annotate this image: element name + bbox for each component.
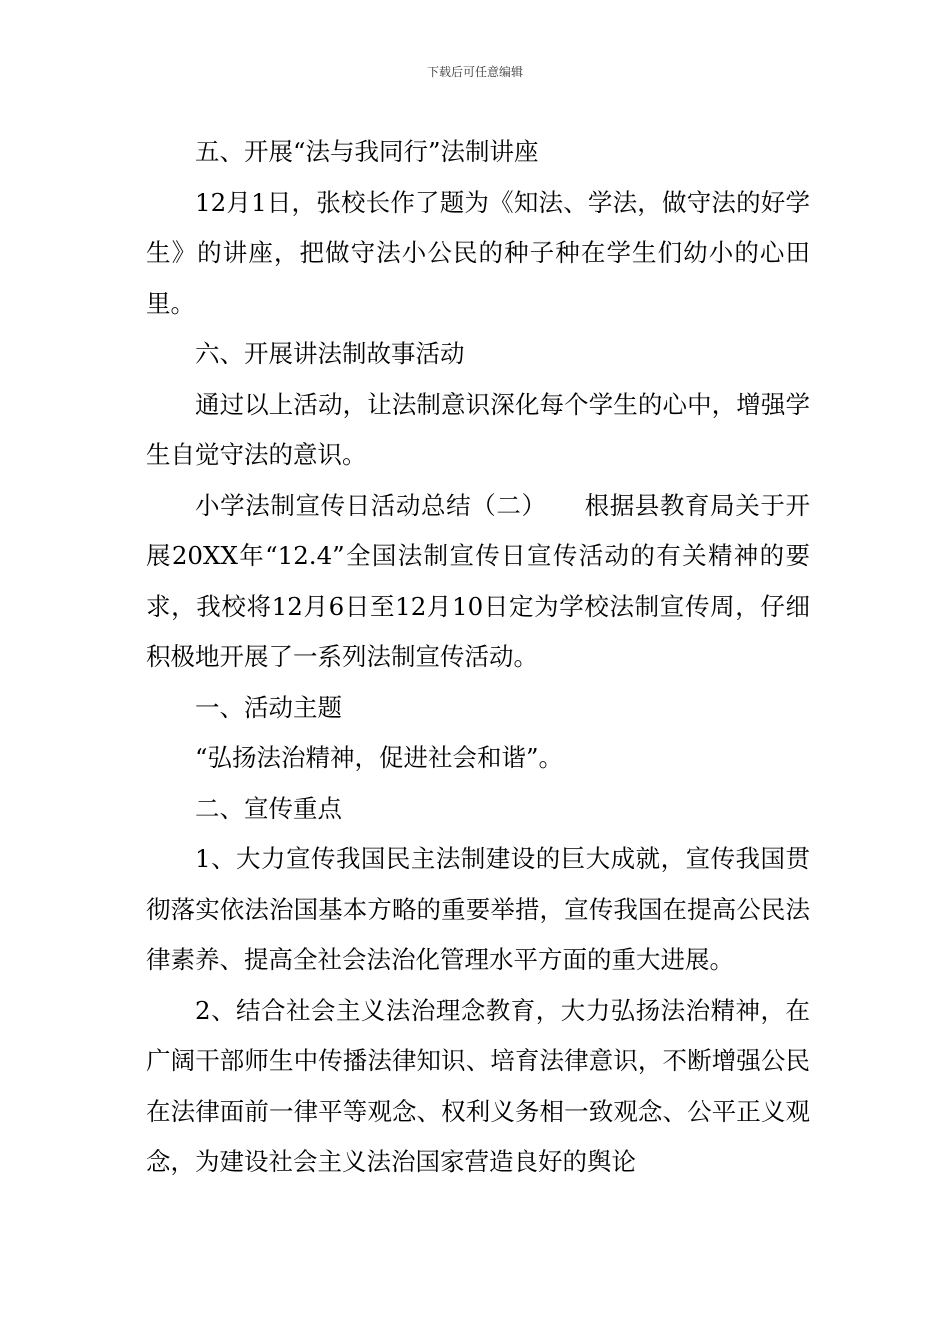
paragraph-lecture: 12月1日，张校长作了题为《知法、学法，做守法的好学生》的讲座，把做守法小公民的种子种在学生们幼小的心田里。 xyxy=(146,187,810,318)
section-heading-focus: 二、宣传重点 xyxy=(195,793,342,823)
section-heading-theme: 一、活动主题 xyxy=(195,692,342,722)
paragraph-focus-two: 2、结合社会主义法治理念教育，大力弘扬法治精神，在广阔干部师生中传播法律知识、培育法律意识，不断增强公民在法律面前一律平等观念、权利义务相一致观念、公平正义观念，为建设社会主义法治国家营造良好的舆论 xyxy=(146,995,810,1176)
paragraph-theme: “弘扬法治精神，促进社会和谐”。 xyxy=(195,743,564,772)
paragraph-summary: 通过以上活动，让法制意识深化每个学生的心中，增强学生自觉守法的意识。 xyxy=(146,389,810,469)
document-body xyxy=(146,127,810,1188)
section-heading-five: 五、开展“法与我同行”法制讲座 xyxy=(195,137,539,166)
section-heading-six: 六、开展讲法制故事活动 xyxy=(195,339,465,368)
paragraph-focus-one: 1、大力宣传我国民主法制建设的巨大成就，宣传我国贯彻落实依法治国基本方略的重要举措，宣传我国在提高公民法律素养、提高全社会法治化管理水平方面的重大进展。 xyxy=(146,844,810,974)
paragraph-second-summary: 小学法制宣传日活动总结（二） 根据县教育局关于开展20XX年“12.4”全国法制宣传日宣传活动的有关精神的要求，我校将12月6日至12月10日定为学校法制宣传周，仔细积极地开展了一系列法制宣传活动。 xyxy=(146,490,810,671)
header-note: 下载后可任意编辑 xyxy=(426,65,523,79)
